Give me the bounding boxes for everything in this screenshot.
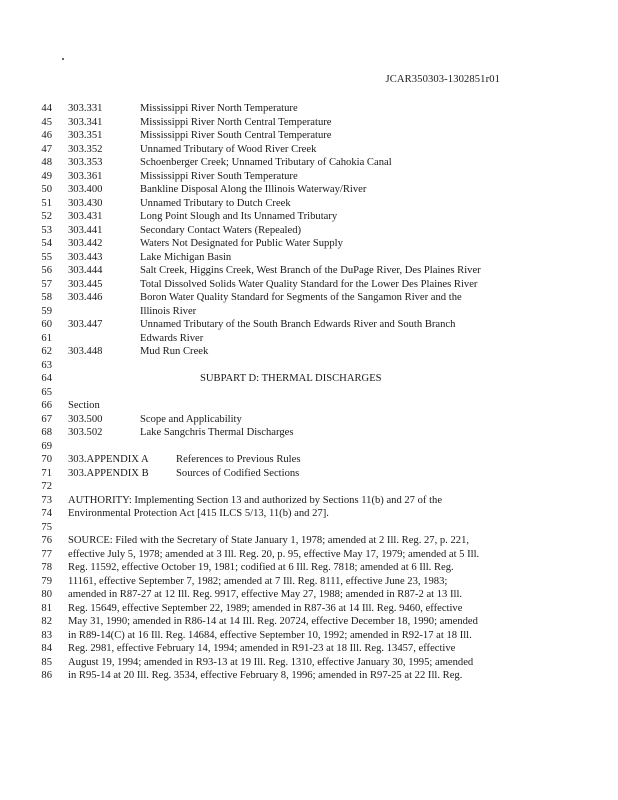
section-title: Unnamed Tributary to Dutch Creek [140, 197, 291, 209]
section-label: Section [68, 400, 100, 411]
section-title: Boron Water Quality Standard for Segments of the Sangamon River and the [140, 292, 462, 303]
line-number: 58 [41, 292, 52, 303]
section-number: 303.500 [68, 413, 103, 425]
line-number: 66 [41, 400, 52, 411]
line-number: 44 [41, 103, 52, 114]
document-id: JCAR350303-1302851r01 [385, 74, 500, 85]
section-title: Illinois River [140, 305, 197, 317]
line-number: 64 [41, 373, 52, 384]
section-number: 303.502 [68, 427, 103, 438]
section-number: 303.351 [68, 130, 103, 141]
line-number: 49 [41, 170, 52, 182]
line-number: 65 [41, 386, 52, 398]
section-number: 303.441 [68, 224, 103, 236]
line-number: 68 [41, 427, 52, 438]
line-number: 72 [41, 481, 52, 492]
source-text: May 31, 1990; amended in R86-14 at 14 Ill. Reg. 20724, effective December 18, 1990; amended [68, 616, 478, 627]
section-number: 303.447 [68, 319, 103, 330]
source-text: August 19, 1994; amended in R93-13 at 19 Ill. Reg. 1310, effective January 30, 1995; amended [68, 656, 474, 668]
line-number: 69 [41, 440, 52, 452]
section-number: 303.444 [68, 265, 103, 276]
source-text: in R95-14 at 20 Ill. Reg. 3534, effective February 8, 1996; amended in R97-25 at 22 Ill. Reg. [68, 670, 463, 681]
section-title: Scope and Applicability [140, 413, 242, 425]
line-number: 54 [41, 238, 52, 249]
line-number: 51 [41, 197, 52, 209]
section-number: 303.445 [68, 278, 103, 290]
section-number: 303.400 [68, 184, 103, 195]
line-number: 61 [41, 332, 52, 344]
line-number: 47 [41, 143, 52, 155]
subpart-heading: SUBPART D: THERMAL DISCHARGES [200, 373, 382, 384]
line-number: 50 [41, 184, 52, 195]
line-number: 55 [41, 251, 52, 263]
section-title: Edwards River [140, 332, 204, 344]
section-title: Mississippi River South Temperature [140, 170, 298, 182]
appendix-title: References to Previous Rules [176, 454, 301, 465]
section-title: Mississippi River South Central Temperature [140, 130, 332, 141]
source-text: in R89-14(C) at 16 Ill. Reg. 14684, effective September 10, 1992; amended in R92-17 at 18 Ill. [68, 629, 472, 641]
section-title: Schoenberger Creek; Unnamed Tributary of Cahokia Canal [140, 157, 392, 168]
section-number: 303.443 [68, 251, 103, 263]
line-number: 60 [41, 319, 52, 330]
line-number: 81 [41, 602, 52, 614]
section-title: Mississippi River North Central Temperature [140, 116, 332, 128]
source-text: Reg. 15649, effective September 22, 1989; amended in R87-36 at 14 Ill. Reg. 9460, effective [68, 602, 463, 614]
source-text: Reg. 11592, effective October 19, 1981; codified at 6 Ill. Reg. 7818; amended at 6 Ill. Reg. [68, 562, 454, 573]
section-number: 303.361 [68, 170, 103, 182]
line-number: 57 [41, 278, 52, 290]
authority-text: Environmental Protection Act [415 ILCS 5/13, 11(b) and 27]. [68, 508, 329, 519]
line-number: 59 [41, 305, 52, 317]
section-number: 303.341 [68, 116, 103, 128]
section-title: Long Point Slough and Its Unnamed Tributary [140, 211, 338, 222]
source-text: 11161, effective September 7, 1982; amended at 7 Ill. Reg. 8111, effective June 23, 1983; [68, 575, 448, 587]
section-number: 303.352 [68, 143, 103, 155]
line-number: 70 [41, 454, 52, 465]
line-number: 85 [41, 656, 52, 668]
line-number: 48 [41, 157, 52, 168]
appendix-label: 303.APPENDIX B [68, 467, 149, 479]
section-title: Salt Creek, Higgins Creek, West Branch of the DuPage River, Des Plaines River [140, 265, 481, 276]
line-number: 77 [41, 548, 52, 560]
line-number: 82 [41, 616, 52, 627]
section-title: Bankline Disposal Along the Illinois Waterway/River [140, 184, 367, 195]
section-number: 303.431 [68, 211, 103, 222]
appendix-label: 303.APPENDIX A [68, 454, 149, 465]
section-number: 303.430 [68, 197, 103, 209]
source-text: SOURCE: Filed with the Secretary of State January 1, 1978; amended at 2 Ill. Reg. 27, p. 221, [68, 535, 470, 546]
source-text: effective July 5, 1978; amended at 3 Ill. Reg. 20, p. 95, effective May 17, 1979; amended at 5 Ill. [68, 548, 480, 560]
section-title: Waters Not Designated for Public Water Supply [140, 238, 343, 249]
section-number: 303.331 [68, 103, 103, 114]
line-number: 52 [41, 211, 52, 222]
section-title: Lake Michigan Basin [140, 251, 232, 263]
line-number: 71 [41, 467, 52, 479]
line-number: 67 [41, 413, 52, 425]
line-number: 74 [41, 508, 52, 519]
section-title: Unnamed Tributary of the South Branch Edwards River and South Branch [140, 319, 456, 330]
section-number: 303.353 [68, 157, 103, 168]
line-number: 73 [41, 494, 52, 506]
line-number: 83 [41, 629, 52, 641]
line-number: 46 [41, 130, 52, 141]
source-text: Reg. 2981, effective February 14, 1994; amended in R91-23 at 18 Ill. Reg. 13457, effective [68, 643, 456, 654]
section-title: Mud Run Creek [140, 346, 209, 357]
line-number: 62 [41, 346, 52, 357]
section-number: 303.448 [68, 346, 103, 357]
line-number: 45 [41, 116, 52, 128]
section-title: Mississippi River North Temperature [140, 103, 298, 114]
line-number: 84 [41, 643, 52, 654]
line-number: 63 [41, 359, 52, 371]
authority-text: AUTHORITY: Implementing Section 13 and authorized by Sections 11(b) and 27 of the [68, 494, 443, 506]
section-title: Total Dissolved Solids Water Quality Standard for the Lower Des Plaines River [140, 278, 478, 290]
line-number: 79 [41, 575, 52, 587]
section-number: 303.446 [68, 292, 103, 303]
source-text: amended in R87-27 at 12 Ill. Reg. 9917, effective May 27, 1988; amended in R87-2 at 13 Ill. [68, 589, 463, 600]
section-number: 303.442 [68, 238, 103, 249]
appendix-title: Sources of Codified Sections [176, 467, 300, 479]
line-number: 75 [41, 521, 52, 533]
scan-speck [62, 58, 64, 60]
line-number: 86 [41, 670, 52, 681]
section-title: Unnamed Tributary of Wood River Creek [140, 143, 317, 155]
line-number: 78 [41, 562, 52, 573]
section-title: Secondary Contact Waters (Repealed) [140, 224, 302, 236]
line-number: 76 [41, 535, 52, 546]
section-title: Lake Sangchris Thermal Discharges [140, 427, 294, 438]
line-number: 53 [41, 224, 52, 236]
line-number: 56 [41, 265, 52, 276]
line-number: 80 [41, 589, 52, 600]
